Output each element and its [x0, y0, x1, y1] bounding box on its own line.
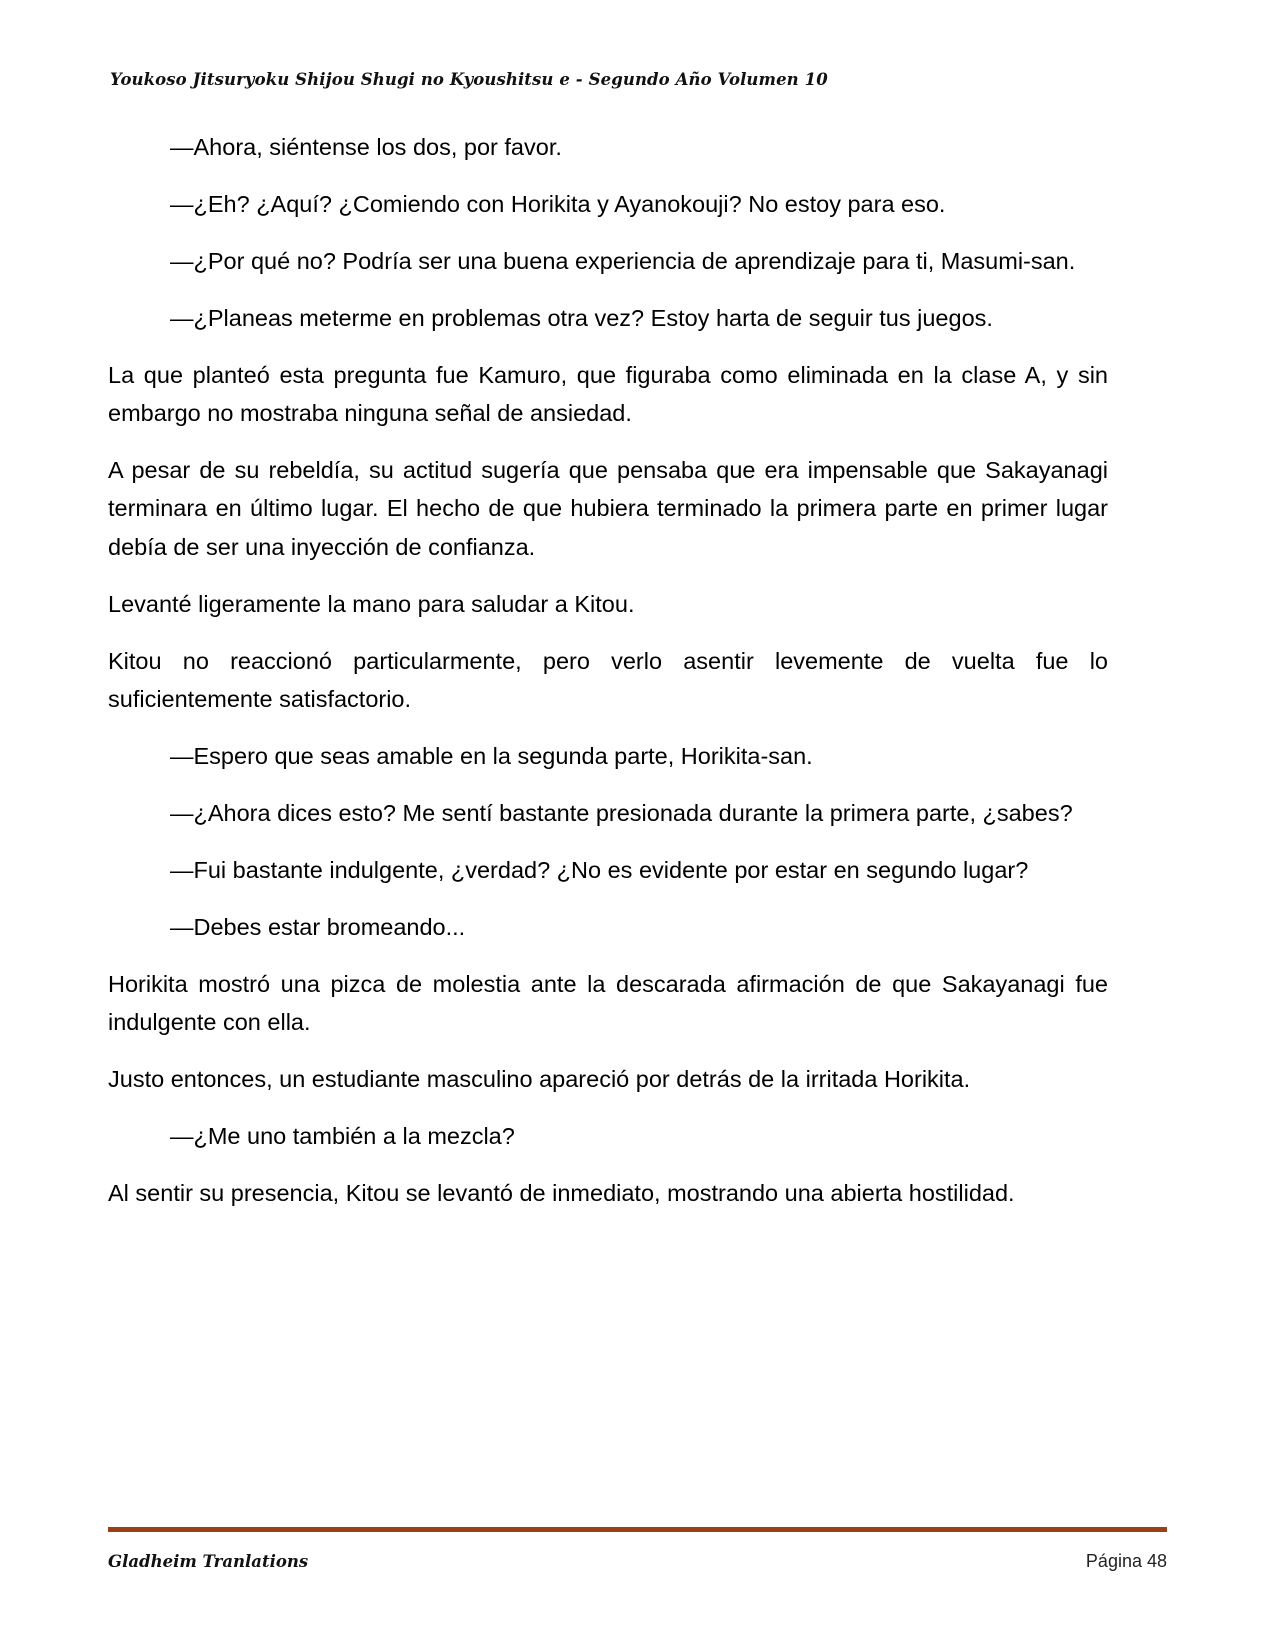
- paragraph: —¿Planeas meterme en problemas otra vez? Estoy harta de seguir tus juegos.: [170, 305, 993, 332]
- paragraph: A pesar de su rebeldía, su actitud sugería que pensaba que era impensable que Sakayanagi terminara en último lugar. El hecho de que hubiera terminado la primera parte en primer lugar debía de ser una inyección de confianza.: [108, 457, 1108, 560]
- paragraph: —¿Por qué no? Podría ser una buena experiencia de aprendizaje para ti, Masumi-san.: [170, 248, 1076, 275]
- paragraph: Kitou no reaccionó particularmente, pero verlo asentir levemente de vuelta fue lo suficientemente satisfactorio.: [108, 647, 1108, 712]
- footer-credit: Gladheim Tranlations: [108, 1552, 309, 1571]
- footer-divider: [108, 1527, 1167, 1532]
- page-footer: [108, 1551, 1167, 1572]
- paragraph: —Ahora, siéntense los dos, por favor.: [170, 134, 562, 160]
- paragraph: Horikita mostró una pizca de molestia ante la descarada afirmación de que Sakayanagi fue indulgente con ella.: [108, 971, 1108, 1036]
- paragraph: —¿Eh? ¿Aquí? ¿Comiendo con Horikita y Ayanokouji? No estoy para eso.: [170, 191, 946, 218]
- paragraph: —Debes estar bromeando...: [170, 913, 466, 940]
- paragraph: La que planteó esta pregunta fue Kamuro, que figuraba como eliminada en la clase A, y sin embargo no mostraba ninguna señal de ansiedad.: [108, 362, 1108, 427]
- paragraph: —¿Ahora dices esto? Me sentí bastante presionada durante la primera parte, ¿sabes?: [170, 799, 1073, 826]
- paragraph: Al sentir su presencia, Kitou se levantó de inmediato, mostrando una abierta hostilidad.: [108, 1180, 1015, 1207]
- paragraph: —¿Me uno también a la mezcla?: [170, 1123, 515, 1150]
- paragraph: —Espero que seas amable en la segunda parte, Horikita-san.: [170, 742, 813, 769]
- document-body: [108, 128, 1108, 1231]
- paragraph: Levanté ligeramente la mano para saludar a Kitou.: [108, 590, 635, 617]
- page-number: Página 48: [1085, 1551, 1167, 1571]
- paragraph: Justo entonces, un estudiante masculino apareció por detrás de la irritada Horikita.: [108, 1066, 971, 1093]
- page-header-title: Youkoso Jitsuryoku Shijou Shugi no Kyoushitsu e - Segundo Año Volumen 10: [110, 70, 828, 89]
- paragraph: —Fui bastante indulgente, ¿verdad? ¿No es evidente por estar en segundo lugar?: [170, 856, 1029, 883]
